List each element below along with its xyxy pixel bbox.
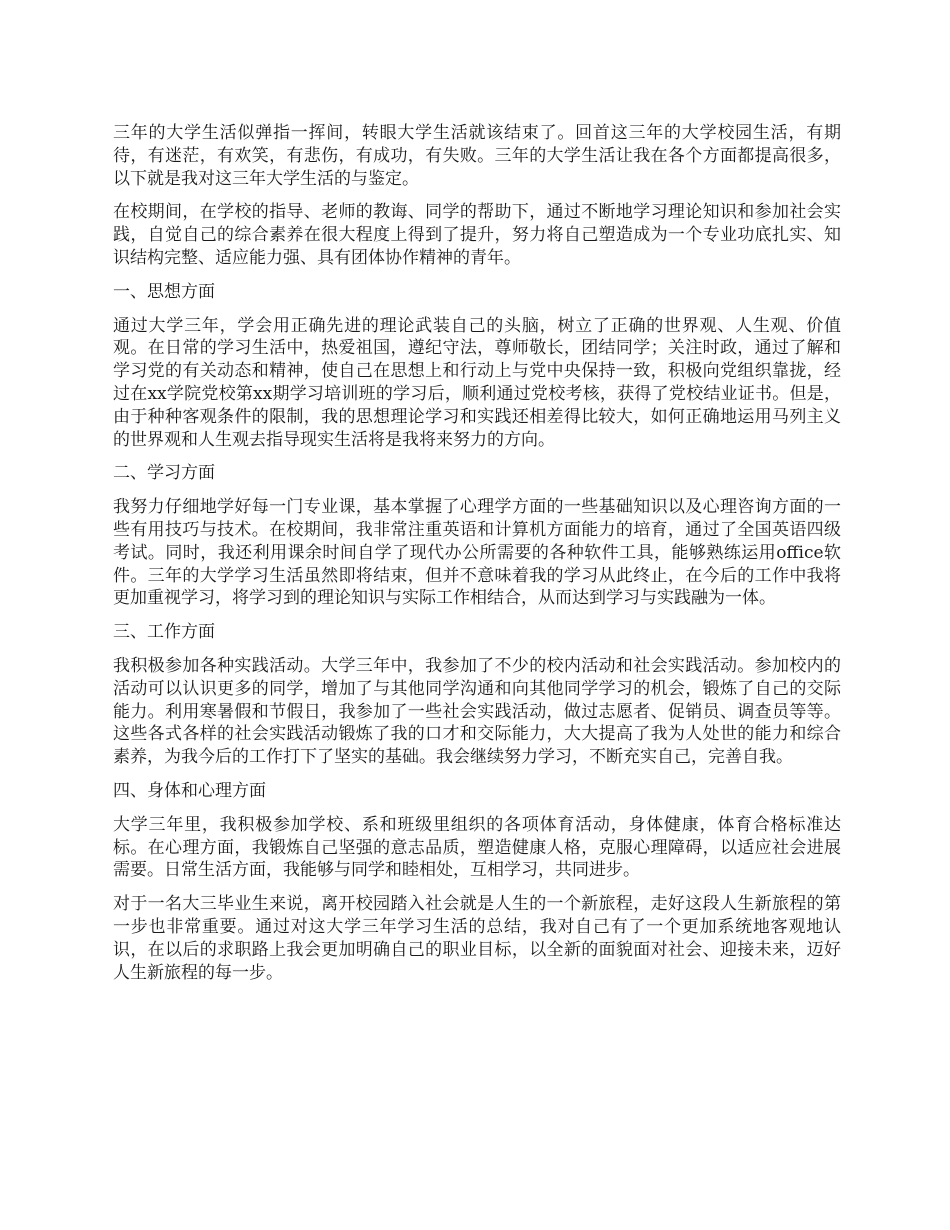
thought-paragraph: 通过大学三年，学会用正确先进的理论武装自己的头脑，树立了正确的世界观、人生观、价值观。在日常的学习生活中，热爱祖国，遵纪守法，尊师敬长，团结同学；关注时政，通过了解和学习党的有关动态和精神，使自己在思想上和行动上与党中央保持一致，积极向党组织靠拢，经过在xx学院党校第xx期学习培训班的学习后，顺利通过党校考核，获得了党校结业证书。但是，由于种种客观条件的限制，我的思想理论学习和实践还相差得比较大，如何正确地运用马列主义的世界观和人生观去指导现实生活将是我将来努力的方向。: [113, 315, 841, 450]
health-paragraph: 大学三年里，我积极参加学校、系和班级里组织的各项体育活动，身体健康，体育合格标准达标。在心理方面，我锻炼自己坚强的意志品质，塑造健康人格，克服心理障碍，以适应社会进展需要。日常生活方面，我能够与同学和睦相处，互相学习，共同进步。: [113, 814, 841, 881]
section-heading-study: 二、学习方面: [113, 463, 215, 484]
intro-paragraph: 三年的大学生活似弹指一挥间，转眼大学生活就该结束了。回首这三年的大学校园生活，有期待，有迷茫，有欢笑，有悲伤，有成功，有失败。三年的大学生活让我在各个方面都提高很多，以下就是我对这三年大学生活的与鉴定。: [113, 123, 841, 189]
section-heading-work: 三、工作方面: [113, 622, 215, 643]
study-paragraph: 我努力仔细地学好每一门专业课，基本掌握了心理学方面的一些基础知识以及心理咨询方面的一些有用技巧与技术。在校期间，我非常注重英语和计算机方面能力的培育，通过了全国英语四级考试。同时，我还利用课余时间自学了现代办公所需要的各种软件工具，能够熟练运用office软件。三年的大学学习生活虽然即将结束，但并不意味着我的学习从此终止，在今后的工作中我将更加重视学习，将学习到的理论知识与实际工作相结合，从而达到学习与实践融为一体。: [113, 497, 841, 609]
campus-paragraph: 在校期间，在学校的指导、老师的教诲、同学的帮助下，通过不断地学习理论知识和参加社会实践，自觉自己的综合素养在很大程度上得到了提升，努力将自己塑造成为一个专业功底扎实、知识结构完整、适应能力强、具有团体协作精神的青年。: [113, 202, 841, 268]
section-heading-health: 四、身体和心理方面: [113, 780, 266, 801]
work-paragraph: 我积极参加各种实践活动。大学三年中，我参加了不少的校内活动和社会实践活动。参加校内的活动可以认识更多的同学，增加了与其他同学沟通和向其他同学学习的机会，锻炼了自己的交际能力。利用寒暑假和节假日，我参加了一些社会实践活动，做过志愿者、促销员、调查员等等。这些各式各样的社会实践活动锻炼了我的口才和交际能力，大大提高了我为人处世的能力和综合素养，为我今后的工作打下了坚实的基础。我会继续努力学习，不断充实自己，完善自我。: [113, 655, 841, 768]
document-page: [113, 122, 841, 995]
conclusion-paragraph: 对于一名大三毕业生来说，离开校园踏入社会就是人生的一个新旅程，走好这段人生新旅程的第一步也非常重要。通过对这大学三年学习生活的总结，我对自己有了一个更加系统地客观地认识，在以后的求职路上我会更加明确自己的职业目标，以全新的面貌面对社会、迎接未来，迈好人生新旅程的每一步。: [113, 894, 841, 983]
section-heading-thought: 一、思想方面: [113, 281, 215, 302]
